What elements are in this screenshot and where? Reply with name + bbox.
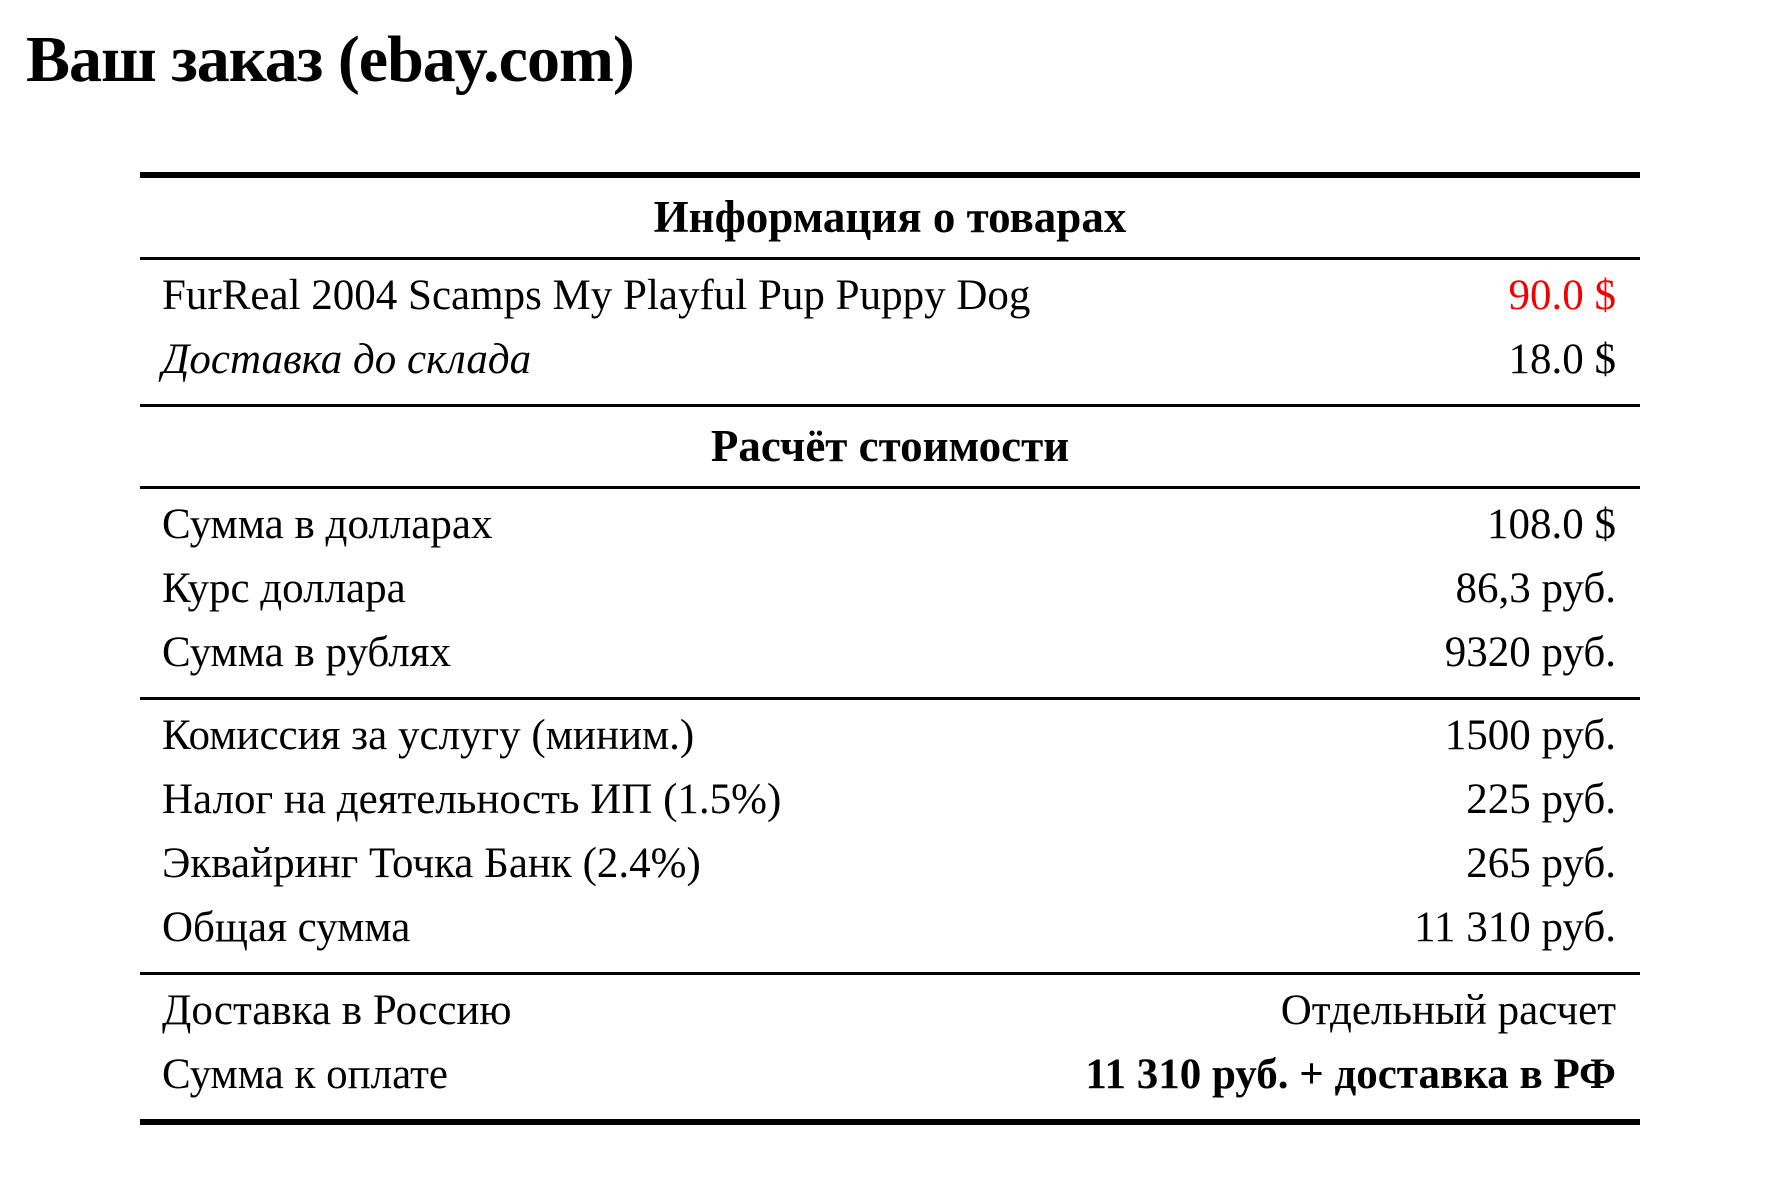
row-label: Доставка в Россию	[162, 987, 512, 1034]
row-value: 108.0 $	[1487, 501, 1616, 548]
section-header-items: Информация о товарах	[653, 192, 1127, 242]
table-row	[140, 704, 1640, 768]
total-due-value: 11 310 руб. + доставка в РФ	[1085, 1051, 1616, 1098]
table-row	[140, 896, 1640, 960]
row-label: Сумма в долларах	[162, 501, 493, 548]
table-row	[140, 264, 1640, 328]
row-label: Налог на деятельность ИП (1.5%)	[162, 776, 782, 823]
row-label: Сумма в рублях	[162, 629, 451, 676]
row-label: Эквайринг Точка Банк (2.4%)	[162, 840, 701, 887]
row-label: Комиссия за услугу (миним.)	[162, 712, 695, 759]
final-group	[140, 975, 1640, 1119]
item-name: FurReal 2004 Scamps My Playful Pup Puppy Dog	[162, 272, 1031, 319]
row-label: Общая сумма	[162, 904, 411, 951]
row-value: Отдельный расчет	[1280, 987, 1616, 1034]
row-value: 86,3 руб.	[1455, 565, 1616, 612]
item-name: Доставка до склада	[162, 336, 532, 383]
table-row	[140, 832, 1640, 896]
row-value: 1500 руб.	[1444, 712, 1616, 759]
page-title: Ваш заказ (ebay.com)	[26, 23, 634, 96]
row-label: Сумма к оплате	[162, 1051, 448, 1098]
table-row	[140, 493, 1640, 557]
table-row	[140, 557, 1640, 621]
row-value: 9320 руб.	[1444, 629, 1616, 676]
table-row	[140, 621, 1640, 685]
row-value: 225 руб.	[1466, 776, 1616, 823]
item-price: 90.0 $	[1508, 272, 1616, 319]
section-header-calculation: Расчёт стоимости	[710, 421, 1070, 471]
calc-group	[140, 489, 1640, 697]
table-row	[140, 979, 1640, 1043]
row-label: Курс доллара	[162, 565, 406, 612]
table-row	[140, 1043, 1640, 1107]
item-price: 18.0 $	[1508, 336, 1616, 383]
items-group	[140, 260, 1640, 404]
table-row	[140, 328, 1640, 392]
table-row	[140, 768, 1640, 832]
fees-group	[140, 700, 1640, 972]
row-value: 11 310 руб.	[1414, 904, 1616, 951]
row-value: 265 руб.	[1466, 840, 1616, 887]
order-summary-table	[140, 172, 1640, 1125]
